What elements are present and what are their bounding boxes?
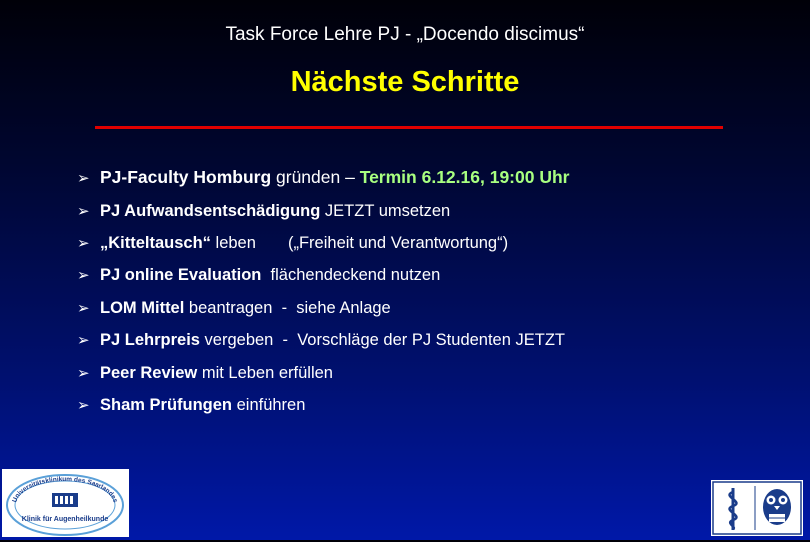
bullet-date-highlight: Termin 6.12.16, 19:00 Uhr [359, 167, 570, 187]
bullet-item [77, 396, 305, 415]
arrow-bullet-icon: ➢ [77, 365, 90, 382]
bullet-bold-text: Peer Review [100, 364, 198, 382]
logo-arc-text: Universitätsklinikum des Saarlandes [11, 475, 119, 504]
bullet-text: flächendeckend nutzen [261, 266, 441, 284]
bullet-bold-text: PJ online Evaluation [100, 266, 262, 284]
bullet-item [77, 331, 565, 350]
bullet-item [77, 266, 440, 285]
slide-header: Task Force Lehre PJ - „Docendo discimus“ [225, 24, 585, 45]
bullet-bold-text: „Kitteltausch“ [100, 234, 211, 252]
arrow-bullet-icon: ➢ [77, 203, 90, 220]
faculty-emblem-logo [711, 480, 803, 536]
bullet-bold-text: LOM Mittel [100, 299, 185, 317]
bullet-bold-text: PJ Lehrpreis [100, 331, 200, 349]
bullet-bold-text: PJ Aufwandsentschädigung [100, 202, 321, 220]
bullet-text: vergeben - Vorschläge der PJ Studenten JETZT [199, 331, 565, 349]
logo-caption: Klinik für Augenheilkunde [21, 516, 109, 523]
bullet-text: JETZT umsetzen [320, 202, 451, 220]
eye-clinic-logo [2, 469, 129, 537]
bullet-item [77, 167, 569, 188]
bullet-item [77, 299, 391, 318]
bullet-item [77, 234, 508, 253]
bullet-bold-text: Sham Prüfungen [100, 396, 233, 414]
bullet-text: leben („Freiheit und Verantwortung“) [210, 234, 509, 252]
bullet-text: gründen – [271, 167, 360, 187]
arrow-bullet-icon: ➢ [77, 332, 90, 349]
bullet-text: einführen [232, 396, 306, 414]
bullet-text: mit Leben erfüllen [197, 364, 333, 382]
bullet-item [77, 364, 333, 383]
title-divider [95, 126, 723, 129]
bullet-text: beantragen - siehe Anlage [184, 299, 391, 317]
bullet-bold-text: PJ-Faculty Homburg [100, 167, 272, 187]
arrow-bullet-icon: ➢ [77, 170, 90, 187]
arrow-bullet-icon: ➢ [77, 397, 90, 414]
arrow-bullet-icon: ➢ [77, 235, 90, 252]
eye-clinic-logo-icon [2, 469, 129, 537]
bullet-item [77, 202, 450, 221]
arrow-bullet-icon: ➢ [77, 267, 90, 284]
arrow-bullet-icon: ➢ [77, 300, 90, 317]
faculty-emblem-icon [711, 480, 803, 536]
slide-title: Nächste Schritte [290, 66, 520, 98]
